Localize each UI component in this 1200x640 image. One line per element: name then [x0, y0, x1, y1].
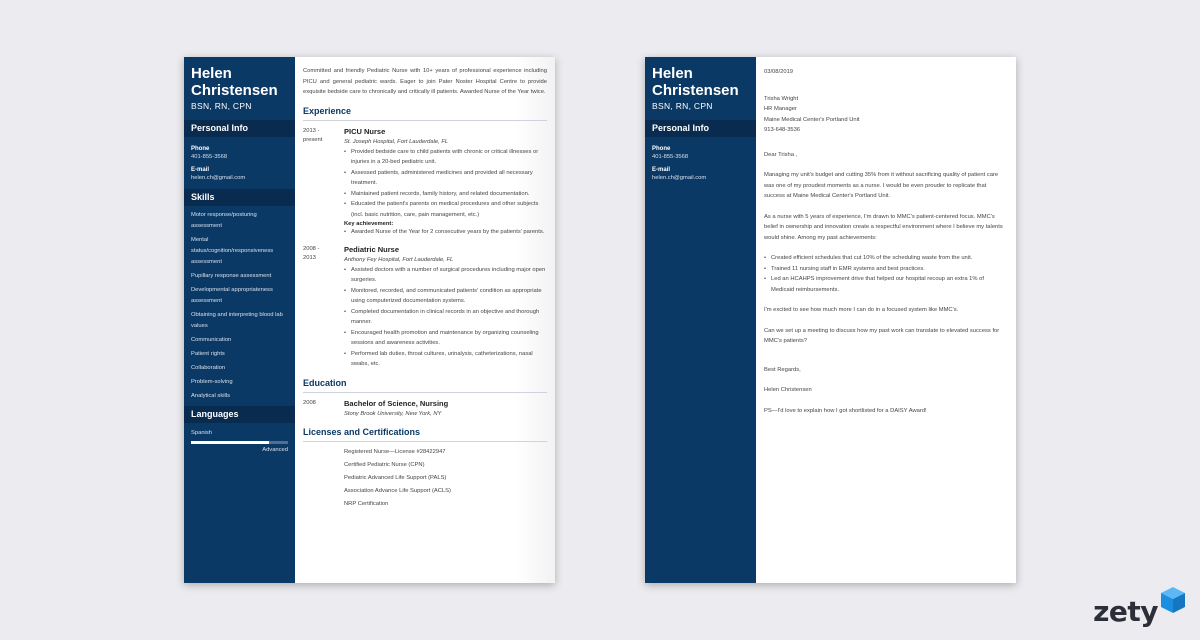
job-bullets	[344, 265, 547, 370]
job-dates	[303, 127, 344, 238]
first-name: Helen	[191, 65, 232, 82]
experience-heading: Experience	[303, 106, 547, 121]
job-dates	[303, 245, 344, 370]
recipient-phone: 913-648-3536	[764, 127, 801, 133]
skill-item: Mental status/cognition/responsiveness assessment	[191, 237, 274, 265]
job-bullet: • Provided bedside care to child patients with chronic or critical illnesses or injuries in a 20-bed pediatric unit.	[344, 147, 547, 168]
signature: Helen Christensen	[764, 387, 812, 393]
resume-sidebar	[184, 57, 295, 583]
zety-logo	[1093, 586, 1186, 628]
skill-item: Patient rights	[191, 351, 225, 357]
recipient-org: Maine Medical Center's Portland Unit	[764, 116, 860, 123]
degree: Bachelor of Science, Nursing	[344, 398, 449, 408]
first-name: Helen	[652, 65, 693, 82]
postscript: PS—I'd love to explain how I got shortlisted for a DAISY Award!	[764, 407, 927, 414]
letter-sidebar	[645, 57, 756, 583]
profile-summary: Committed and friendly Pediatric Nurse with 10+ years of professional experience including PICU and general pediatric wards. Eager to join Pater Noster Hospital Centre to provide exquisite bedside care to chronically and critically ill patients. Awarded Nurse of the Year twice.	[303, 68, 547, 95]
paragraph-2: As a nurse with 5 years of experience, I'm drawn to MMC's patient-centered focus. MMC's belief in ownership and innovation create a respectful environment where I believe my talents would shine. Among my past achievements:	[764, 213, 1003, 241]
job-bullets	[344, 147, 547, 221]
phone-label: Phone	[191, 146, 210, 152]
cube-logo-icon	[1160, 586, 1186, 614]
job-bullet: • Encouraged health promotion and maintenance by organizing counseling sessions and awareness activities.	[344, 328, 547, 349]
languages-list	[184, 423, 295, 453]
job-start-date: 2013 -	[303, 127, 320, 134]
language-proficiency-bar	[191, 441, 288, 444]
skill-item: Communication	[191, 337, 232, 343]
language-name: Spanish	[191, 430, 212, 436]
certification-item: Pediatric Advanced Life Support (PALS)	[344, 474, 447, 481]
personal-info-heading: Personal Info	[184, 120, 295, 137]
certifications-list	[303, 449, 547, 507]
experience-entry	[303, 245, 547, 370]
experience-entry	[303, 127, 547, 238]
certifications-heading: Licenses and Certifications	[303, 427, 547, 442]
job-body	[344, 245, 547, 370]
personal-info	[184, 137, 295, 181]
job-bullet: • Performed lab duties, throat cultures, urinalysis, catheterizations, nasal swabs, etc.	[344, 349, 547, 370]
letter-body	[756, 57, 1016, 583]
personal-info	[645, 137, 756, 181]
email-label: E-mail	[652, 167, 671, 173]
job-bullet: • Maintained patient records, family history, and related documentation.	[344, 189, 547, 200]
skill-item: Developmental appropriateness assessment	[191, 287, 273, 304]
personal-info-heading: Personal Info	[645, 120, 756, 137]
paragraph-4: Can we set up a meeting to discuss how my past work can translate to elevated success for MMC's patients?	[764, 327, 1000, 344]
resume-document	[184, 57, 555, 583]
job-end-date: present	[303, 136, 323, 143]
skill-item: Collaboration	[191, 365, 226, 371]
language-proficiency-fill	[191, 441, 269, 444]
paragraph-1: Managing my unit's budget and cutting 35% from it without sacrificing quality of patient care was one of my proudest moments as a nurse. I would be even prouder to replicate that success at Maine Medical Center's Portland Unit.	[764, 172, 999, 199]
greeting: Dear Trisha ,	[764, 151, 798, 158]
skill-item: Analytical skills	[191, 393, 230, 399]
job-body	[344, 127, 547, 238]
job-title: Pediatric Nurse	[344, 244, 400, 254]
job-company: Anthony Fey Hospital, Fort Lauderdale, FL	[344, 256, 454, 263]
key-achievement-bullets	[344, 227, 547, 238]
phone-value: 401-855-3568	[191, 154, 228, 160]
job-end-date: 2013	[303, 254, 316, 261]
last-name: Christensen	[191, 82, 278, 99]
achievement-item: • Led an HCAHPS improvement drive that helped our hospital recoup an extra 1% of Medicaid reimbursements.	[764, 274, 1008, 295]
achievement-item: • Created efficient schedules that cut 10% of the scheduling waste from the unit.	[764, 253, 1008, 264]
achievements-list	[764, 253, 1008, 295]
last-name: Christensen	[652, 82, 739, 99]
logo-text: zety	[1093, 595, 1158, 628]
achievement-item: • Trained 11 nursing staff in EMR systems and best practices.	[764, 264, 1008, 275]
languages-heading: Languages	[184, 406, 295, 423]
certification-item: Registered Nurse—License #28422947	[344, 448, 446, 455]
closing: Best Regards,	[764, 366, 801, 373]
job-bullet: • Educated the patient's parents on medical procedures and other subjects (incl. basic nutrition, care, pain management, etc.)	[344, 199, 547, 220]
job-bullet: • Assessed patients, administered medicines and provided all necessary treatment.	[344, 168, 547, 189]
key-achievement-bullet: • Awarded Nurse of the Year for 2 consecutive years by the patients' parents.	[344, 227, 547, 238]
email-label: E-mail	[191, 167, 210, 173]
job-title: PICU Nurse	[344, 126, 386, 136]
experience-list	[303, 127, 547, 370]
letter-date: 03/08/2019	[764, 69, 794, 75]
job-bullet: • Monitored, recorded, and communicated patients' condition as appropriate using computerized documentation systems.	[344, 286, 547, 307]
skills-list	[184, 206, 295, 402]
cover-letter-document	[645, 57, 1016, 583]
skill-item: Problem-solving	[191, 379, 233, 385]
school: Stony Brook University, New York, NY	[344, 410, 442, 417]
key-achievement-label: Key achievement:	[344, 221, 394, 227]
resume-name	[184, 57, 295, 99]
email-value: helen.ch@gmail.com	[191, 175, 246, 181]
resume-main	[295, 57, 555, 583]
recipient-name: Trisha Wright	[764, 95, 799, 102]
credentials: BSN, RN, CPN	[652, 101, 713, 111]
phone-label: Phone	[652, 146, 671, 152]
certification-item: Association Advance Life Support (ACLS)	[344, 487, 451, 494]
letter-name	[645, 57, 756, 99]
certification-item: NRP Certification	[344, 500, 389, 507]
education-date: 2008	[303, 399, 316, 406]
language-level: Advanced	[262, 447, 288, 453]
job-bullet: • Assisted doctors with a number of surgical procedures including major open surgeries.	[344, 265, 547, 286]
education-entry	[303, 399, 547, 417]
skill-item: Motor response/posturing assessment	[191, 212, 257, 229]
recipient-block	[764, 94, 1008, 136]
email-value: helen.ch@gmail.com	[652, 175, 707, 181]
skill-item: Obtaining and interpreting blood lab values	[191, 312, 283, 329]
education-heading: Education	[303, 378, 547, 393]
phone-value: 401-855-3568	[652, 154, 689, 160]
credentials: BSN, RN, CPN	[191, 101, 252, 111]
job-bullet: • Completed documentation in clinical records in an objective and thorough manner.	[344, 307, 547, 328]
job-start-date: 2008 -	[303, 245, 320, 252]
skill-item: Pupillary response assessment	[191, 273, 272, 279]
skills-heading: Skills	[184, 189, 295, 206]
recipient-title: HR Manager	[764, 106, 797, 112]
certification-item: Certified Pediatric Nurse (CPN)	[344, 461, 425, 468]
paragraph-3: I'm excited to see how much more I can do in a focused system like MMC's.	[764, 307, 959, 313]
job-company: St. Joseph Hospital, Fort Lauderdale, FL	[344, 138, 449, 145]
